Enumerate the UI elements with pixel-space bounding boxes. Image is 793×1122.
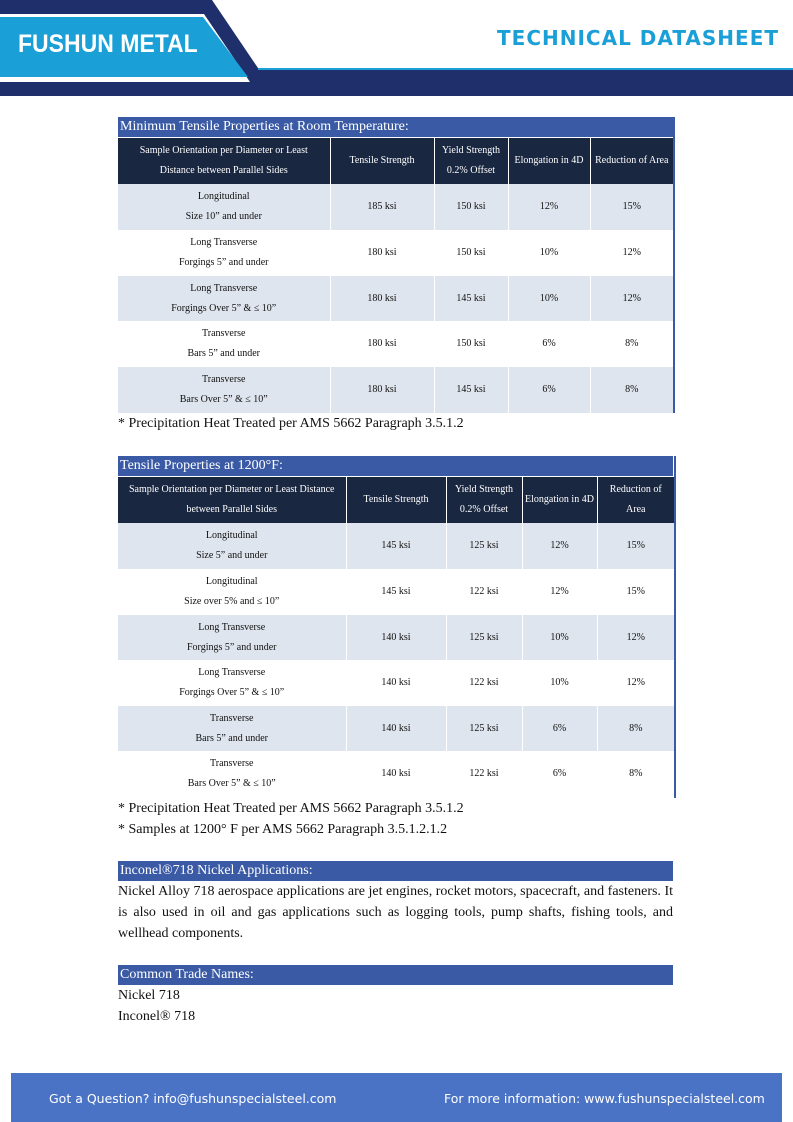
cell-elongation: 6% xyxy=(522,706,597,751)
cell-reduction: 12% xyxy=(597,615,674,660)
cell-yield: 145 ksi xyxy=(434,367,508,413)
cell-reduction: 15% xyxy=(597,569,674,615)
cell-elongation: 6% xyxy=(508,367,590,413)
header-accent-line xyxy=(258,68,793,70)
cell-tensile: 145 ksi xyxy=(346,523,446,569)
cell-tensile: 180 ksi xyxy=(330,230,434,276)
cell-elongation: 12% xyxy=(522,523,597,569)
cell-orientation: Longitudinal Size over 5% and ≤ 10” xyxy=(118,569,346,615)
cell-yield: 122 ksi xyxy=(446,569,522,615)
col-header-reduction: Reduction of Area xyxy=(590,138,673,184)
cell-elongation: 6% xyxy=(508,321,590,367)
cell-elongation: 10% xyxy=(522,615,597,660)
cell-yield: 125 ksi xyxy=(446,706,522,751)
cell-yield: 122 ksi xyxy=(446,660,522,706)
col-header-yield: Yield Strength 0.2% Offset xyxy=(446,477,522,523)
cell-tensile: 185 ksi xyxy=(330,184,434,230)
section-title-trade-names: Common Trade Names: xyxy=(118,965,673,985)
cell-tensile: 180 ksi xyxy=(330,367,434,413)
table-row xyxy=(118,615,674,660)
cell-reduction: 15% xyxy=(590,184,673,230)
trade-name-item: Nickel 718 xyxy=(118,988,180,1003)
table2-right-border xyxy=(674,456,676,798)
page-footer xyxy=(11,1073,782,1122)
table2-footnote-2: * Samples at 1200° F per AMS 5662 Paragraph 3.5.1.2.1.2 xyxy=(118,822,448,837)
table1-right-border xyxy=(673,117,675,413)
table-header-row xyxy=(118,138,673,184)
table-row xyxy=(118,523,674,569)
table-row xyxy=(118,276,673,321)
table2-footnote-1: * Precipitation Heat Treated per AMS 5662 Paragraph 3.5.1.2 xyxy=(118,801,464,816)
cell-reduction: 12% xyxy=(590,230,673,276)
table1-footnote: * Precipitation Heat Treated per AMS 5662 Paragraph 3.5.1.2 xyxy=(118,416,464,431)
col-header-orientation: Sample Orientation per Diameter or Least Distance between Parallel Sides xyxy=(118,477,346,523)
cell-reduction: 12% xyxy=(590,276,673,321)
table-row xyxy=(118,660,674,706)
footer-contact-email[interactable]: Got a Question? info@fushunspecialsteel.com xyxy=(49,1091,337,1106)
table-row xyxy=(118,367,673,413)
cell-tensile: 145 ksi xyxy=(346,569,446,615)
cell-tensile: 140 ksi xyxy=(346,660,446,706)
cell-yield: 145 ksi xyxy=(434,276,508,321)
cell-reduction: 8% xyxy=(590,367,673,413)
cell-reduction: 12% xyxy=(597,660,674,706)
trade-name-item: Inconel® 718 xyxy=(118,1009,196,1024)
cell-reduction: 8% xyxy=(590,321,673,367)
cell-orientation: Long Transverse Forgings Over 5” & ≤ 10” xyxy=(118,276,330,321)
cell-tensile: 140 ksi xyxy=(346,615,446,660)
col-header-elongation: Elongation in 4D xyxy=(508,138,590,184)
col-header-reduction: Reduction of Area xyxy=(597,477,674,523)
cell-elongation: 12% xyxy=(508,184,590,230)
cell-reduction: 15% xyxy=(597,523,674,569)
cell-elongation: 6% xyxy=(522,751,597,797)
cell-tensile: 180 ksi xyxy=(330,321,434,367)
table-row xyxy=(118,230,673,276)
col-header-tensile: Tensile Strength xyxy=(330,138,434,184)
col-header-elongation: Elongation in 4D xyxy=(522,477,597,523)
cell-yield: 122 ksi xyxy=(446,751,522,797)
cell-orientation: Longitudinal Size 10” and under xyxy=(118,184,330,230)
cell-reduction: 8% xyxy=(597,751,674,797)
cell-tensile: 140 ksi xyxy=(346,751,446,797)
cell-yield: 125 ksi xyxy=(446,615,522,660)
room-temp-tensile-table xyxy=(118,138,673,413)
table-row xyxy=(118,751,674,797)
cell-orientation: Longitudinal Size 5” and under xyxy=(118,523,346,569)
table-header-row xyxy=(118,477,674,523)
cell-elongation: 10% xyxy=(522,660,597,706)
cell-elongation: 10% xyxy=(508,276,590,321)
section-title-1200f: Tensile Properties at 1200°F: xyxy=(118,456,673,476)
document-title: TECHNICAL DATASHEET xyxy=(497,26,779,50)
cell-orientation: Transverse Bars 5” and under xyxy=(118,706,346,751)
cell-tensile: 180 ksi xyxy=(330,276,434,321)
cell-orientation: Transverse Bars 5” and under xyxy=(118,321,330,367)
col-header-orientation: Sample Orientation per Diameter or Least Distance between Parallel Sides xyxy=(118,138,330,184)
cell-yield: 150 ksi xyxy=(434,184,508,230)
section-title-room-temp: Minimum Tensile Properties at Room Temperature: xyxy=(118,117,673,137)
col-header-tensile: Tensile Strength xyxy=(346,477,446,523)
cell-reduction: 8% xyxy=(597,706,674,751)
cell-orientation: Long Transverse Forgings 5” and under xyxy=(118,230,330,276)
table-row xyxy=(118,569,674,615)
cell-yield: 150 ksi xyxy=(434,321,508,367)
table-row xyxy=(118,321,673,367)
elevated-temp-tensile-table xyxy=(118,477,674,797)
cell-elongation: 10% xyxy=(508,230,590,276)
footer-website-link[interactable]: For more information: www.fushunspecialsteel.com xyxy=(444,1091,765,1106)
applications-paragraph: Nickel Alloy 718 aerospace applications are jet engines, rocket motors, spacecraft, and fasteners. It is also used in oil and gas applications such as logging tools, pump shafts, fishing tools, and wellhead components. xyxy=(118,884,673,941)
table-row xyxy=(118,706,674,751)
cell-elongation: 12% xyxy=(522,569,597,615)
brand-logo-text: FUSHUN METAL xyxy=(18,30,198,58)
cell-tensile: 140 ksi xyxy=(346,706,446,751)
cell-orientation: Transverse Bars Over 5” & ≤ 10” xyxy=(118,367,330,413)
cell-orientation: Transverse Bars Over 5” & ≤ 10” xyxy=(118,751,346,797)
section-title-applications: Inconel®718 Nickel Applications: xyxy=(118,861,673,881)
header-bottom-band xyxy=(0,82,793,96)
col-header-yield: Yield Strength 0.2% Offset xyxy=(434,138,508,184)
cell-orientation: Long Transverse Forgings Over 5” & ≤ 10” xyxy=(118,660,346,706)
cell-yield: 150 ksi xyxy=(434,230,508,276)
cell-orientation: Long Transverse Forgings 5” and under xyxy=(118,615,346,660)
table-row xyxy=(118,184,673,230)
page-header xyxy=(0,0,793,100)
cell-yield: 125 ksi xyxy=(446,523,522,569)
